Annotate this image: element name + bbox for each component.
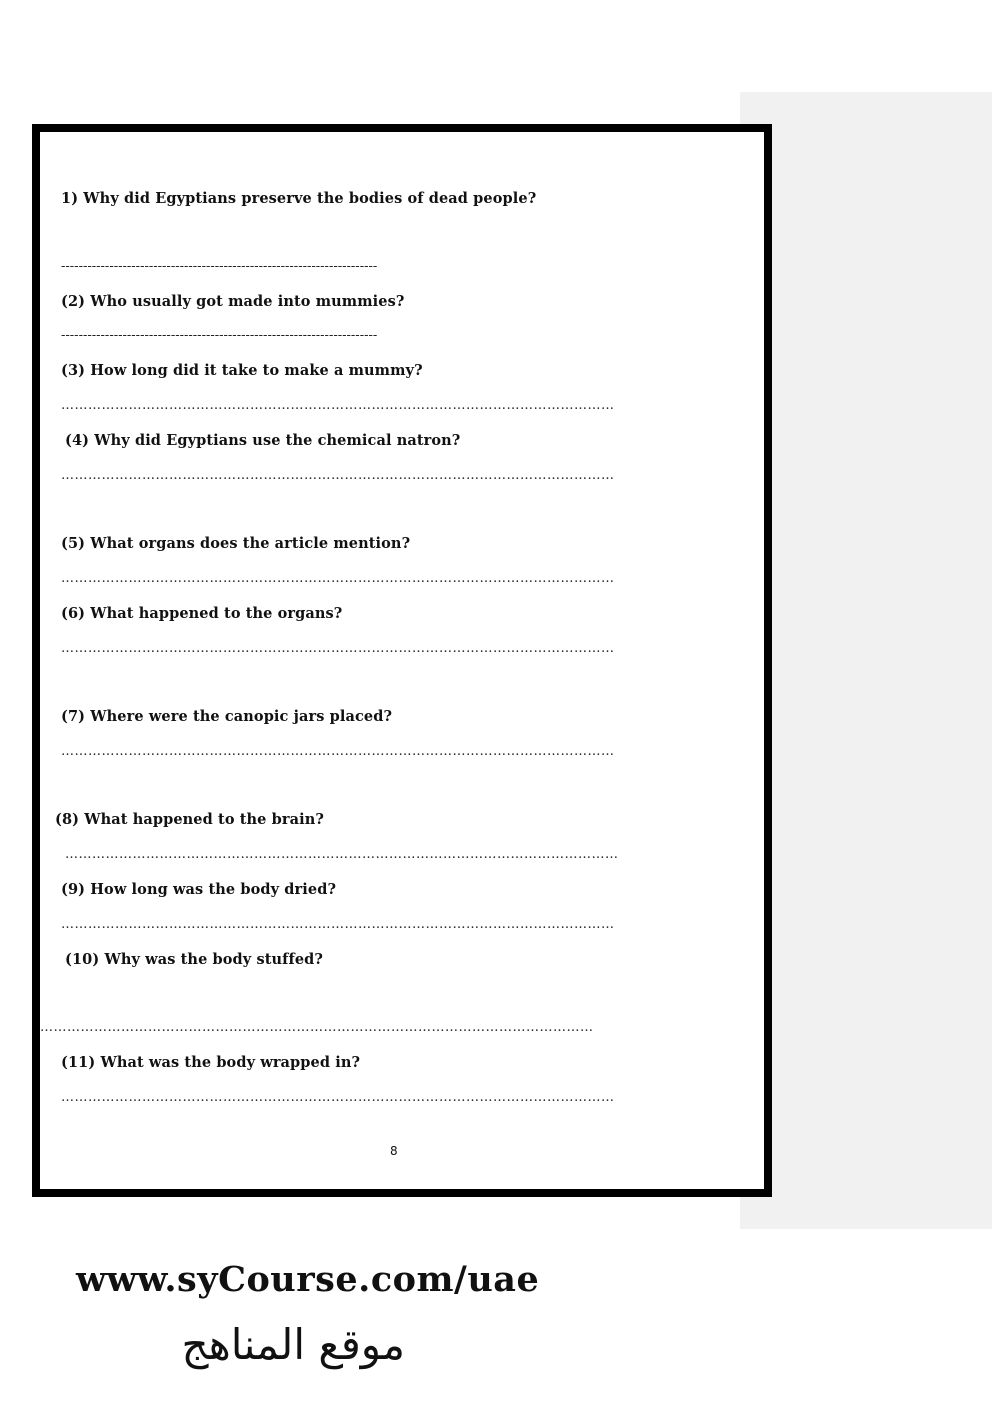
question-6: (6) What happened to the organs? [61,605,343,622]
answer-line-8[interactable]: …………………………………………………………………………………………………………… [65,847,619,862]
question-1: 1) Why did Egyptians preserve the bodies of dead people? [61,190,537,207]
side-margin-panel [740,92,992,1229]
website-url[interactable]: www.syCourse.com/uae [76,1259,540,1300]
answer-line-11[interactable]: …………………………………………………………………………………………………………… [61,1090,615,1105]
question-11: (11) What was the body wrapped in? [61,1054,361,1071]
question-9: (9) How long was the body dried? [61,881,337,898]
question-7: (7) Where were the canopic jars placed? [61,708,393,725]
question-5: (5) What organs does the article mention? [61,535,411,552]
answer-line-4[interactable]: …………………………………………………………………………………………………………… [61,468,615,483]
answer-line-2[interactable]: ------------------------------------------------------------------------ [61,328,378,343]
arabic-site-name: موقع المناهج [181,1320,405,1369]
question-8: (8) What happened to the brain? [55,811,324,828]
answer-line-9[interactable]: …………………………………………………………………………………………………………… [61,917,615,932]
worksheet-frame [32,124,772,1197]
answer-line-7[interactable]: …………………………………………………………………………………………………………… [61,744,615,759]
answer-line-3[interactable]: …………………………………………………………………………………………………………… [61,398,615,413]
answer-line-1[interactable]: ------------------------------------------------------------------------ [61,259,378,274]
question-3: (3) How long did it take to make a mummy? [61,362,423,379]
question-10: (10) Why was the body stuffed? [65,951,324,968]
answer-line-10[interactable]: …………………………………………………………………………………………………………… [40,1020,594,1035]
answer-line-6[interactable]: …………………………………………………………………………………………………………… [61,641,615,656]
question-4: (4) Why did Egyptians use the chemical natron? [65,432,461,449]
answer-line-5[interactable]: …………………………………………………………………………………………………………… [61,571,615,586]
page-number: 8 [390,1144,398,1158]
question-2: (2) Who usually got made into mummies? [61,293,405,310]
